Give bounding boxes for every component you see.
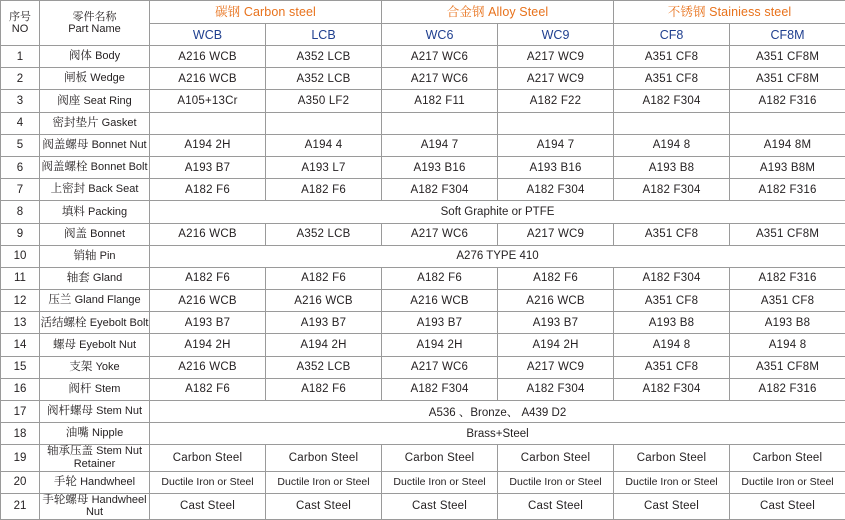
row-no: 1: [1, 46, 40, 68]
row-part-name: 阀盖 Bonnet: [40, 223, 150, 245]
row-no: 9: [1, 223, 40, 245]
row-no: 21: [1, 493, 40, 519]
header-col-1-1: WC9: [498, 24, 614, 46]
row-cell-4: A351 CF8: [614, 46, 730, 68]
row-part-name: 螺母 Eyebolt Nut: [40, 334, 150, 356]
table-row: [1, 356, 845, 378]
row-cell-4: A351 CF8: [614, 356, 730, 378]
row-cell-4: A193 B8: [614, 156, 730, 178]
row-cell-4: Carbon Steel: [614, 445, 730, 471]
row-cell-4: [614, 112, 730, 134]
row-cell-2: Carbon Steel: [382, 445, 498, 471]
row-cell-2: A182 F6: [382, 267, 498, 289]
row-cell-5: A193 B8M: [730, 156, 845, 178]
table-row: [1, 90, 845, 112]
row-part-name: 销轴 Pin: [40, 245, 150, 267]
row-cell-1: A352 LCB: [266, 46, 382, 68]
row-cell-1: A352 LCB: [266, 223, 382, 245]
row-cell-5: A351 CF8: [730, 290, 845, 312]
row-cell-2: A217 WC6: [382, 356, 498, 378]
row-cell-3: A182 F304: [498, 378, 614, 400]
row-cell-0: A193 B7: [150, 156, 266, 178]
table-row: [1, 156, 845, 178]
row-no: 12: [1, 290, 40, 312]
row-cell-5: A182 F316: [730, 378, 845, 400]
row-no: 15: [1, 356, 40, 378]
row-cell-0: A216 WCB: [150, 356, 266, 378]
row-cell-5: A182 F316: [730, 267, 845, 289]
row-cell-2: A217 WC6: [382, 46, 498, 68]
row-cell-3: Carbon Steel: [498, 445, 614, 471]
header-col-0-0: WCB: [150, 24, 266, 46]
row-no: 10: [1, 245, 40, 267]
materials-table-body: [1, 1, 845, 520]
header-group-1: 合金钢 Alloy Steel: [382, 1, 614, 24]
row-cell-3: [498, 112, 614, 134]
row-cell-3: A217 WC9: [498, 223, 614, 245]
row-no: 19: [1, 445, 40, 471]
table-row: [1, 312, 845, 334]
row-cell-2: A182 F304: [382, 179, 498, 201]
row-cell-4: A193 B8: [614, 312, 730, 334]
row-cell-2: A182 F11: [382, 90, 498, 112]
row-cell-4: A351 CF8: [614, 68, 730, 90]
row-cell-3: Cast Steel: [498, 493, 614, 519]
row-cell-3: A182 F304: [498, 179, 614, 201]
table-row: [1, 290, 845, 312]
row-no: 13: [1, 312, 40, 334]
row-cell-0: Carbon Steel: [150, 445, 266, 471]
row-cell-3: A217 WC9: [498, 68, 614, 90]
row-no: 17: [1, 401, 40, 423]
row-cell-2: Cast Steel: [382, 493, 498, 519]
row-cell-5: Cast Steel: [730, 493, 845, 519]
row-cell-1: A194 2H: [266, 334, 382, 356]
row-cell-0: A216 WCB: [150, 46, 266, 68]
row-part-name: 阀杆螺母 Stem Nut: [40, 401, 150, 423]
row-part-name: 密封垫片 Gasket: [40, 112, 150, 134]
row-cell-4: A182 F304: [614, 179, 730, 201]
row-cell-0: A182 F6: [150, 179, 266, 201]
row-cell-5: Carbon Steel: [730, 445, 845, 471]
row-cell-4: A182 F304: [614, 267, 730, 289]
header-col-0-1: LCB: [266, 24, 382, 46]
table-row: [1, 223, 845, 245]
table-row: [1, 471, 845, 493]
row-cell-1: A350 LF2: [266, 90, 382, 112]
row-cell-2: [382, 112, 498, 134]
row-no: 5: [1, 134, 40, 156]
row-part-name: 阀杆 Stem: [40, 378, 150, 400]
table-row: [1, 46, 845, 68]
table-row: [1, 423, 845, 445]
row-cell-1: A352 LCB: [266, 356, 382, 378]
row-part-name: 阀座 Seat Ring: [40, 90, 150, 112]
header-group-row: [1, 1, 845, 24]
header-group-2: 不锈钢 Stainiess steel: [614, 1, 845, 24]
row-cell-4: A194 8: [614, 134, 730, 156]
header-no: 序号 NO: [1, 1, 40, 46]
row-part-name: 轴套 Gland: [40, 267, 150, 289]
row-cell-0: A193 B7: [150, 312, 266, 334]
row-cell-1: A352 LCB: [266, 68, 382, 90]
row-cell-1: A216 WCB: [266, 290, 382, 312]
row-no: 14: [1, 334, 40, 356]
row-cell-5: A182 F316: [730, 179, 845, 201]
table-row: [1, 179, 845, 201]
header-part-name: 零件名称 Part Name: [40, 1, 150, 46]
row-cell-3: A194 2H: [498, 334, 614, 356]
row-cell-2: A182 F304: [382, 378, 498, 400]
row-cell-5: A194 8: [730, 334, 845, 356]
row-part-name: 闸板 Wedge: [40, 68, 150, 90]
row-no: 4: [1, 112, 40, 134]
row-cell-2: A194 7: [382, 134, 498, 156]
row-cell-3: A217 WC9: [498, 46, 614, 68]
row-cell-3: A182 F6: [498, 267, 614, 289]
row-cell-5: A351 CF8M: [730, 223, 845, 245]
row-cell-2: A217 WC6: [382, 68, 498, 90]
row-cell-5: Ductile Iron or Steel: [730, 471, 845, 493]
row-no: 6: [1, 156, 40, 178]
row-cell-1: A182 F6: [266, 179, 382, 201]
row-cell-0: A194 2H: [150, 134, 266, 156]
row-cell-1: A182 F6: [266, 378, 382, 400]
row-cell-3: A217 WC9: [498, 356, 614, 378]
row-cell-0: A105+13Cr: [150, 90, 266, 112]
row-cell-1: A193 B7: [266, 312, 382, 334]
row-cell-0: A216 WCB: [150, 223, 266, 245]
row-cell-2: A193 B7: [382, 312, 498, 334]
row-no: 16: [1, 378, 40, 400]
row-cell-0: Ductile Iron or Steel: [150, 471, 266, 493]
row-no: 2: [1, 68, 40, 90]
row-cell-1: A193 L7: [266, 156, 382, 178]
table-row: [1, 334, 845, 356]
row-cell-5: A351 CF8M: [730, 356, 845, 378]
row-cell-3: A182 F22: [498, 90, 614, 112]
table-row: [1, 493, 845, 519]
row-cell-4: Ductile Iron or Steel: [614, 471, 730, 493]
row-part-name: 阀体 Body: [40, 46, 150, 68]
header-col-2-1: CF8M: [730, 24, 845, 46]
row-cell-5: [730, 112, 845, 134]
row-cell-2: A216 WCB: [382, 290, 498, 312]
row-cell-0: A182 F6: [150, 378, 266, 400]
row-part-name: 阀盖螺栓 Bonnet Bolt: [40, 156, 150, 178]
row-cell-4: A182 F304: [614, 378, 730, 400]
row-cell-1: A194 4: [266, 134, 382, 156]
row-cell-4: Cast Steel: [614, 493, 730, 519]
row-no: 20: [1, 471, 40, 493]
row-cell-1: Cast Steel: [266, 493, 382, 519]
header-group-0: 碳钢 Carbon steel: [150, 1, 382, 24]
row-no: 3: [1, 90, 40, 112]
row-part-name: 支架 Yoke: [40, 356, 150, 378]
row-cell-2: A194 2H: [382, 334, 498, 356]
row-no: 18: [1, 423, 40, 445]
row-part-name: 活结螺栓 Eyebolt Bolt: [40, 312, 150, 334]
row-cell-2: A217 WC6: [382, 223, 498, 245]
row-cell-4: A194 8: [614, 334, 730, 356]
row-span-value: A536 、Bronze、 A439 D2: [150, 401, 845, 423]
row-cell-5: A194 8M: [730, 134, 845, 156]
table-row: [1, 112, 845, 134]
row-cell-3: Ductile Iron or Steel: [498, 471, 614, 493]
row-cell-1: Carbon Steel: [266, 445, 382, 471]
row-cell-5: A351 CF8M: [730, 68, 845, 90]
row-span-value: Brass+Steel: [150, 423, 845, 445]
row-cell-4: A351 CF8: [614, 290, 730, 312]
row-cell-3: A216 WCB: [498, 290, 614, 312]
row-cell-3: A193 B16: [498, 156, 614, 178]
row-cell-0: A182 F6: [150, 267, 266, 289]
row-cell-1: [266, 112, 382, 134]
header-col-1-0: WC6: [382, 24, 498, 46]
row-part-name: 轴承压盖 Stem Nut Retainer: [40, 445, 150, 471]
table-row: [1, 401, 845, 423]
row-cell-5: A193 B8: [730, 312, 845, 334]
table-row: [1, 134, 845, 156]
row-cell-4: A351 CF8: [614, 223, 730, 245]
row-span-value: A276 TYPE 410: [150, 245, 845, 267]
row-no: 11: [1, 267, 40, 289]
row-cell-5: A351 CF8M: [730, 46, 845, 68]
row-cell-0: [150, 112, 266, 134]
row-no: 7: [1, 179, 40, 201]
row-cell-0: A216 WCB: [150, 68, 266, 90]
row-cell-0: A194 2H: [150, 334, 266, 356]
row-cell-2: Ductile Iron or Steel: [382, 471, 498, 493]
row-cell-0: A216 WCB: [150, 290, 266, 312]
table-row: [1, 267, 845, 289]
table-row: [1, 445, 845, 471]
row-part-name: 填料 Packing: [40, 201, 150, 223]
row-span-value: Soft Graphite or PTFE: [150, 201, 845, 223]
row-cell-3: A194 7: [498, 134, 614, 156]
row-cell-1: Ductile Iron or Steel: [266, 471, 382, 493]
row-part-name: 阀盖螺母 Bonnet Nut: [40, 134, 150, 156]
row-cell-0: Cast Steel: [150, 493, 266, 519]
row-cell-3: A193 B7: [498, 312, 614, 334]
table-row: [1, 68, 845, 90]
row-no: 8: [1, 201, 40, 223]
row-cell-4: A182 F304: [614, 90, 730, 112]
row-part-name: 油嘴 Nipple: [40, 423, 150, 445]
row-part-name: 压兰 Gland Flange: [40, 290, 150, 312]
table-row: [1, 201, 845, 223]
table-row: [1, 245, 845, 267]
row-part-name: 上密封 Back Seat: [40, 179, 150, 201]
header-col-2-0: CF8: [614, 24, 730, 46]
row-cell-2: A193 B16: [382, 156, 498, 178]
table-row: [1, 378, 845, 400]
row-part-name: 手轮螺母 Handwheel Nut: [40, 493, 150, 519]
row-cell-1: A182 F6: [266, 267, 382, 289]
row-cell-5: A182 F316: [730, 90, 845, 112]
row-part-name: 手轮 Handwheel: [40, 471, 150, 493]
